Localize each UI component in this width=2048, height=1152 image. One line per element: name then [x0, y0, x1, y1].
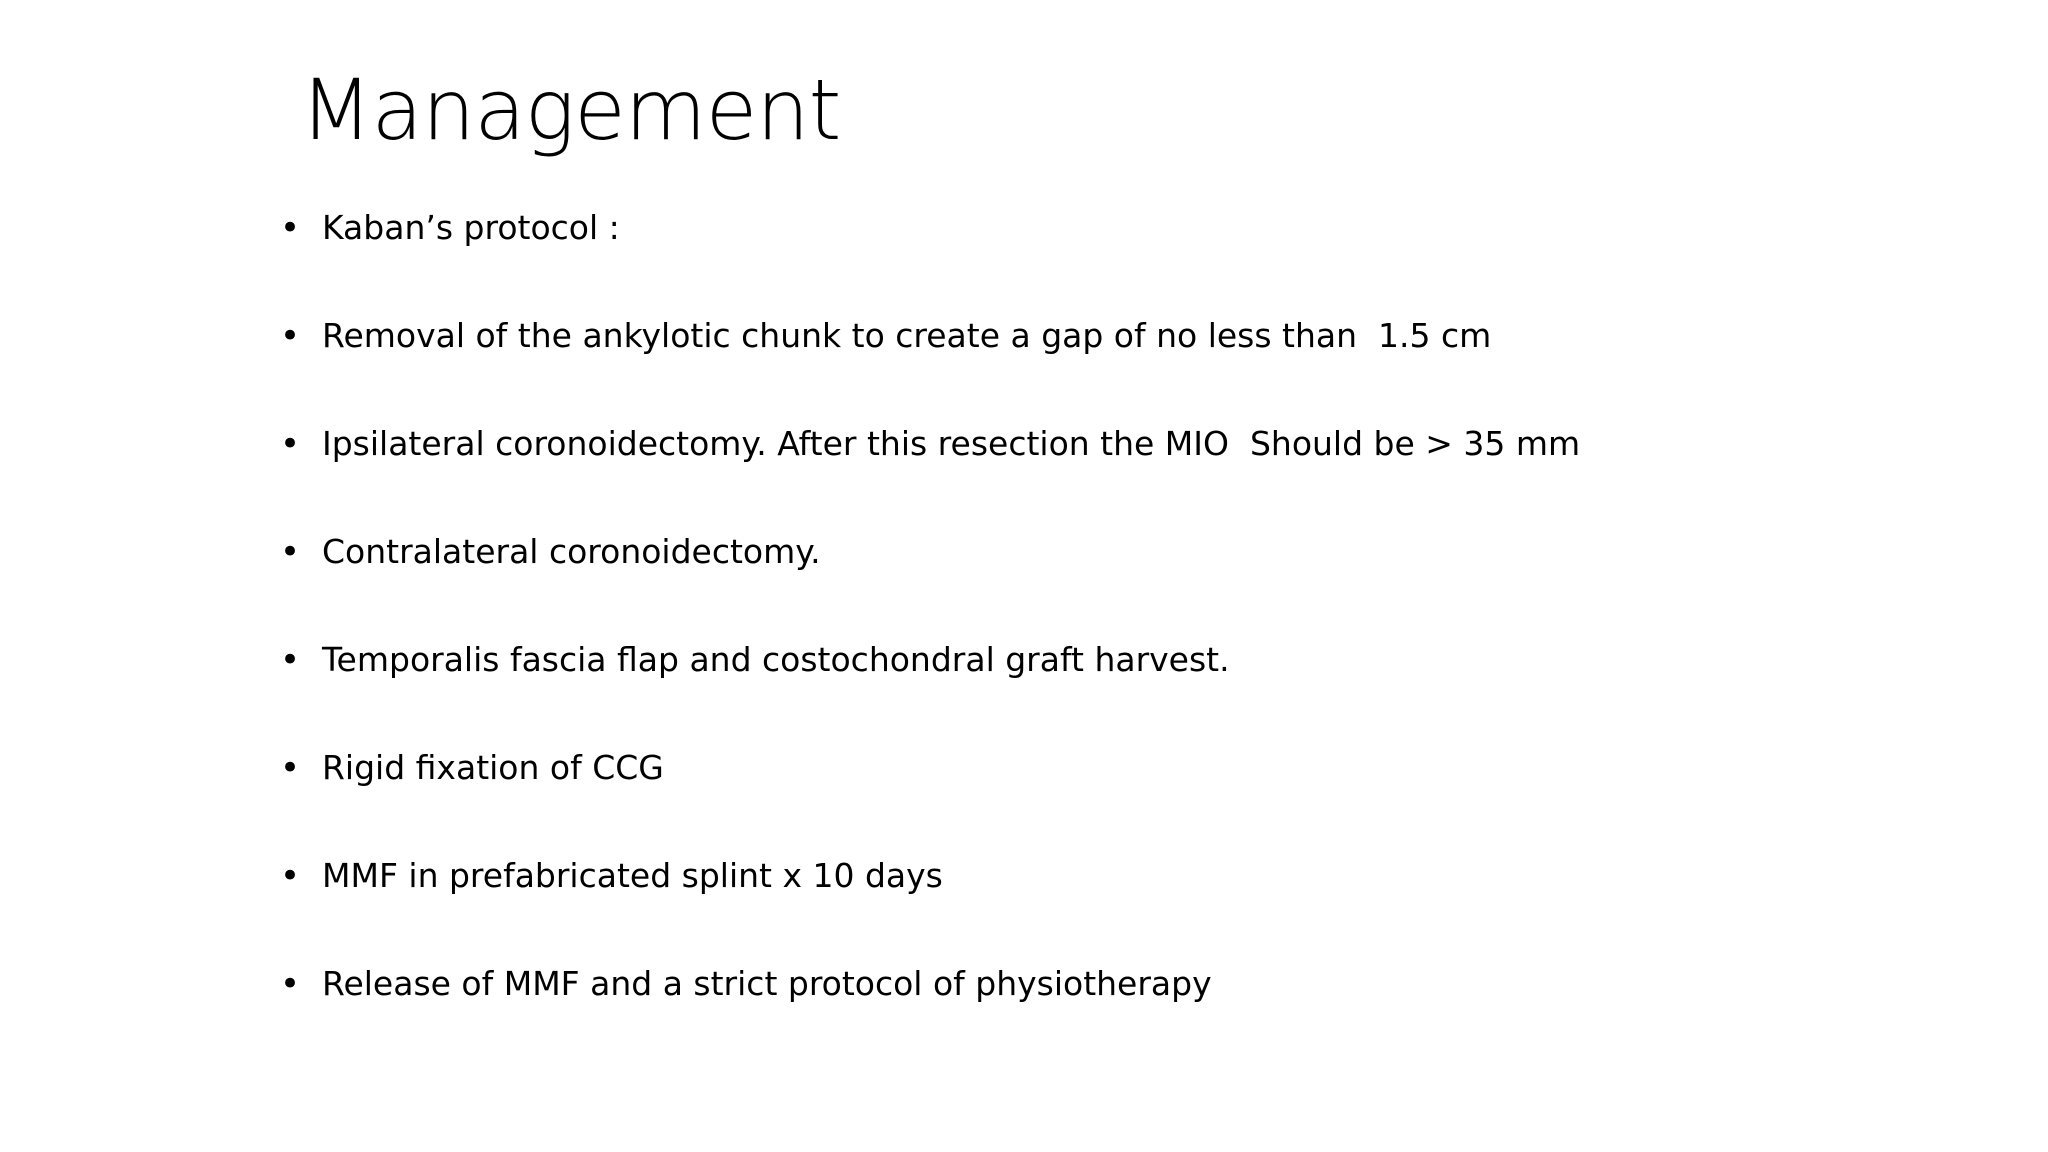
bullet-text: Release of MMF and a strict protocol of physiotherapy: [322, 964, 1212, 1003]
bullet-icon: •: [280, 964, 301, 1004]
bullet-text: Kaban’s protocol :: [322, 208, 620, 247]
bullet-icon: •: [280, 316, 301, 356]
bullet-item: [280, 632, 1880, 740]
bullet-item: [280, 200, 1880, 308]
bullet-text: Rigid fixation of CCG: [322, 748, 664, 787]
bullet-icon: •: [280, 640, 301, 680]
bullet-icon: •: [280, 532, 301, 572]
slide-title: Management: [300, 61, 841, 159]
bullet-text: MMF in prefabricated splint x 10 days: [322, 856, 943, 895]
bullet-item: [280, 416, 1880, 524]
bullet-item: [280, 308, 1880, 416]
bullet-item: [280, 956, 1880, 1064]
bullet-icon: •: [280, 856, 301, 896]
bullet-icon: •: [280, 208, 301, 248]
bullet-icon: •: [280, 748, 301, 788]
bullet-icon: •: [280, 424, 301, 464]
bullet-text: Contralateral coronoidectomy.: [322, 532, 821, 571]
bullet-item: [280, 740, 1880, 848]
bullet-item: [280, 524, 1880, 632]
bullet-item: [280, 848, 1880, 956]
bullet-list: [280, 200, 1880, 1064]
bullet-text: Removal of the ankylotic chunk to create a gap of no less than 1.5 cm: [322, 316, 1492, 355]
bullet-text: Temporalis fascia flap and costochondral graft harvest.: [322, 640, 1230, 679]
bullet-text: Ipsilateral coronoidectomy. After this resection the MIO Should be > 35 mm: [322, 424, 1581, 463]
